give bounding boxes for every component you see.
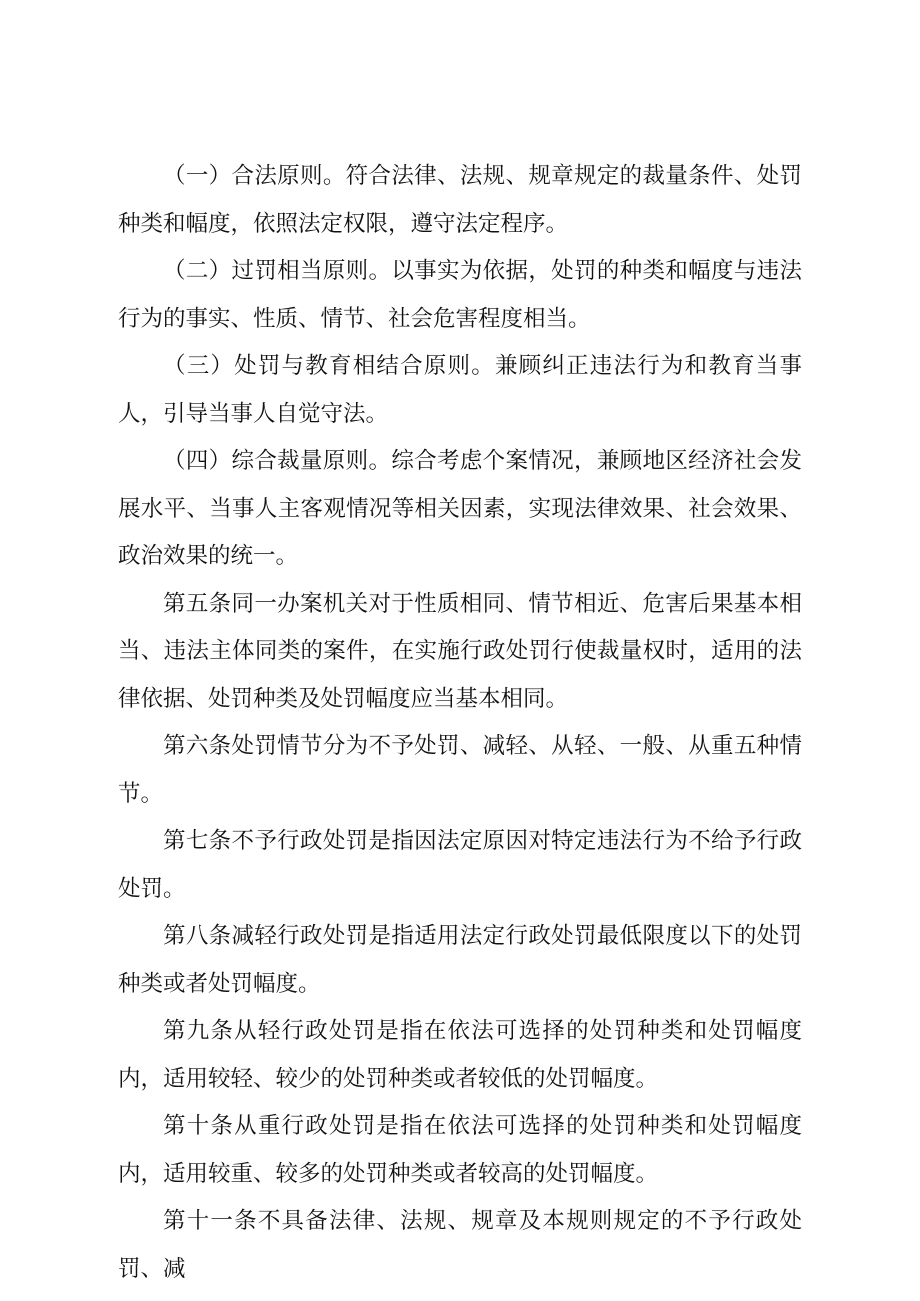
paragraph-principle-legality: （一）合法原则。符合法律、法规、规章规定的裁量条件、处罚种类和幅度，依照法定权限，遵守法定程序。 — [118, 163, 802, 237]
paragraph-article-6: 第六条处罚情节分为不予处罚、减轻、从轻、一般、从重五种情节。 — [118, 733, 802, 807]
paragraph-article-10: 第十条从重行政处罚是指在依法可选择的处罚种类和处罚幅度内，适用较重、较多的处罚种类或者较高的处罚幅度。 — [118, 1113, 802, 1187]
paragraph-principle-proportionality: （二）过罚相当原则。以事实为依据，处罚的种类和幅度与违法行为的事实、性质、情节、社会危害程度相当。 — [118, 258, 802, 332]
paragraph-principle-education: （三）处罚与教育相结合原则。兼顾纠正违法行为和教育当事人，引导当事人自觉守法。 — [118, 353, 802, 427]
document-body — [118, 153, 802, 1293]
paragraph-article-5: 第五条同一办案机关对于性质相同、情节相近、危害后果基本相当、违法主体同类的案件，在实施行政处罚行使裁量权时，适用的法律依据、处罚种类及处罚幅度应当基本相同。 — [118, 590, 802, 712]
paragraph-article-8: 第八条减轻行政处罚是指适用法定行政处罚最低限度以下的处罚种类或者处罚幅度。 — [118, 923, 802, 997]
paragraph-principle-comprehensive: （四）综合裁量原则。综合考虑个案情况，兼顾地区经济社会发展水平、当事人主客观情况等相关因素，实现法律效果、社会效果、政治效果的统一。 — [118, 448, 802, 569]
paragraph-article-7: 第七条不予行政处罚是指因法定原因对特定违法行为不给予行政处罚。 — [118, 828, 802, 902]
paragraph-article-11: 第十一条不具备法律、法规、规章及本规则规定的不予行政处罚、减 — [118, 1208, 802, 1282]
paragraph-article-9: 第九条从轻行政处罚是指在依法可选择的处罚种类和处罚幅度内，适用较轻、较少的处罚种类或者较低的处罚幅度。 — [118, 1018, 802, 1092]
